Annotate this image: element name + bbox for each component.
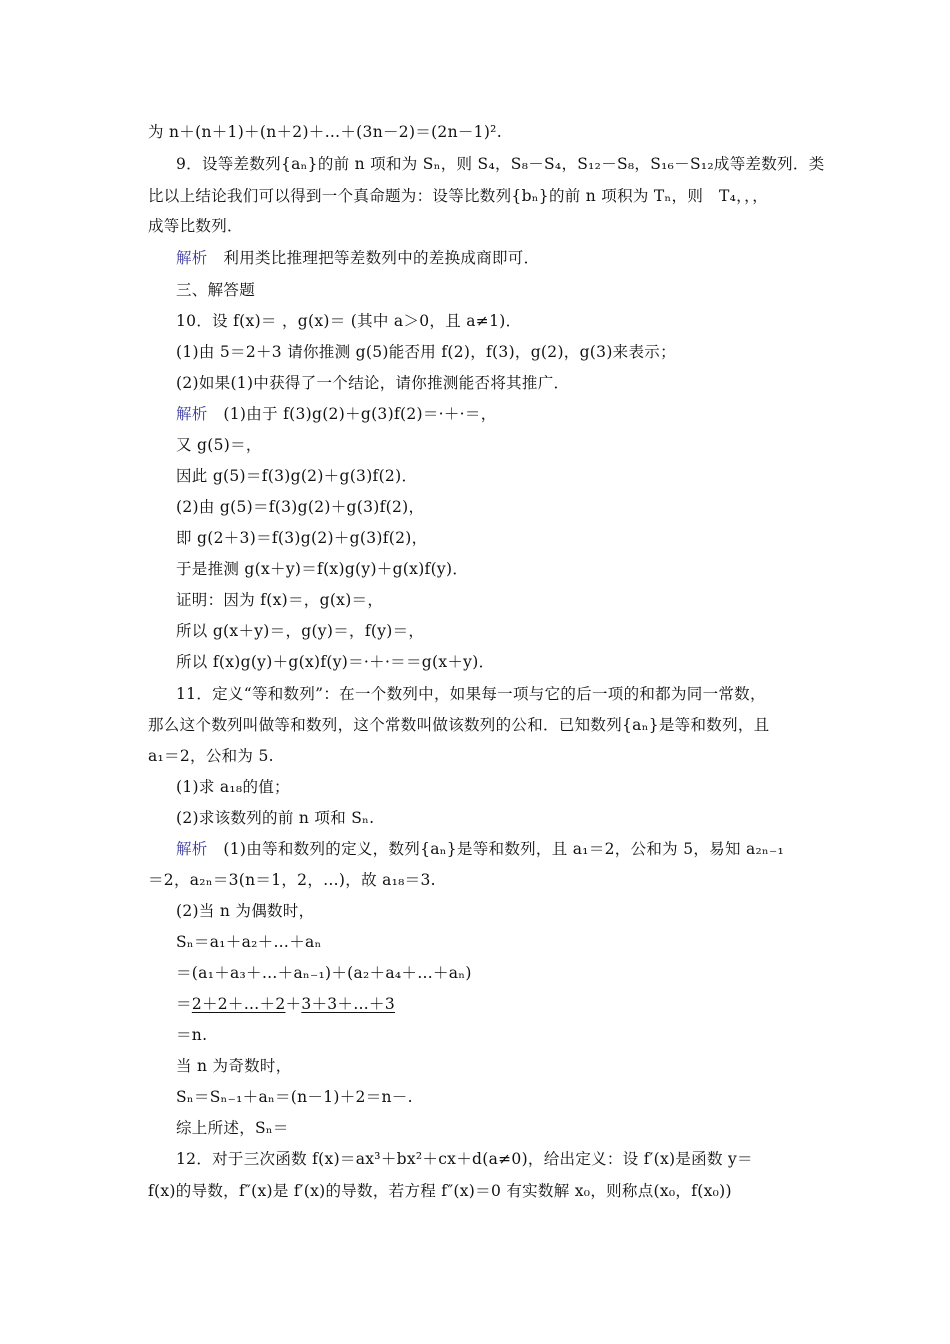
section-heading: 三、解答题 — [176, 281, 256, 299]
text-line: (2)由 g(5)＝f(3)g(2)＋g(3)f(2)， — [176, 498, 425, 516]
text-line: 于是推测 g(x＋y)＝f(x)g(y)＋g(x)f(y)． — [176, 560, 469, 578]
text-line: 11．定义“等和数列”：在一个数列中，如果每一项与它的后一项的和都为同一常数， — [176, 685, 766, 703]
text-line: 成等比数列． — [148, 217, 243, 235]
text-line: 又 g(5)＝， — [176, 436, 262, 454]
text-line: 因此 g(5)＝f(3)g(2)＋g(3)f(2)． — [176, 467, 418, 485]
solution-label: 解析 — [176, 840, 208, 858]
text-line: 为 n＋(n＋1)＋(n＋2)＋…＋(3n－2)＝(2n－1)². — [148, 123, 502, 141]
text-line: 9．设等差数列{aₙ}的前 n 项和为 Sₙ，则 S₄，S₈－S₄，S₁₂－S₈，S₁₆－S₁₂成等差数列．类 — [176, 155, 825, 173]
text-line: 比以上结论我们可以得到一个真命题为：设等比数列{bₙ}的前 n 项积为 Tₙ，则 T₄，，， — [148, 187, 769, 205]
solution-label: 解析 — [176, 249, 208, 267]
solution-text: 利用类比推理把等差数列中的差换成商即可． — [207, 249, 540, 267]
text-line: a₁＝2，公和为 5. — [148, 747, 274, 765]
solution-line — [176, 839, 784, 859]
text-line: 综上所述，Sₙ＝ — [176, 1119, 289, 1137]
text-line: 12．对于三次函数 f(x)＝ax³＋bx²＋cx＋d(a≠0)，给出定义：设 f′(x)是函数 y＝ — [176, 1150, 753, 1168]
text-line: 即 g(2＋3)＝f(3)g(2)＋g(3)f(2)， — [176, 529, 428, 547]
text-line: (2)如果(1)中获得了一个结论，请你推测能否将其推广． — [176, 374, 570, 392]
text-line: Sₙ＝Sₙ₋₁＋aₙ＝(n－1)＋2＝n－. — [176, 1088, 413, 1106]
solution-text: (1)由等和数列的定义，数列{aₙ}是等和数列，且 a₁＝2，公和为 5，易知 a₂ₙ₋₁ — [207, 840, 785, 858]
text-line: (1)求 a₁₈的值； — [176, 778, 290, 796]
underlined-sum-line — [176, 994, 395, 1014]
text-line: 所以 f(x)g(y)＋g(x)f(y)＝·＋·＝＝g(x＋y)． — [176, 653, 495, 671]
text-line: 当 n 为奇数时， — [176, 1057, 292, 1075]
solution-line — [176, 404, 497, 424]
solution-label: 解析 — [176, 405, 208, 423]
text-line: 10．设 f(x)＝ ，g(x)＝ (其中 a＞0，且 a≠1)． — [176, 312, 522, 330]
text-line: 所以 g(x＋y)＝，g(y)＝，f(y)＝， — [176, 622, 425, 640]
text-line: 那么这个数列叫做等和数列，这个常数叫做该数列的公和．已知数列{aₙ}是等和数列，且 — [148, 716, 770, 734]
text-line: (2)当 n 为偶数时， — [176, 902, 315, 920]
text-line: (1)由 5＝2＋3 请你推测 g(5)能否用 f(2)，f(3)，g(2)，g(3)来表示； — [176, 343, 676, 361]
text-line: 证明：因为 f(x)＝，g(x)＝， — [176, 591, 384, 609]
text-line: ＝2，a₂ₙ＝3(n＝1，2，…)，故 a₁₈＝3. — [148, 871, 436, 889]
plus-sign: ＋ — [285, 995, 302, 1013]
text-line: ＝(a₁＋a₃＋…＋aₙ₋₁)＋(a₂＋a₄＋…＋aₙ) — [176, 964, 472, 982]
underlined-sum-2s: 2＋2＋…＋2 — [191, 995, 286, 1013]
text-line: ＝n. — [176, 1026, 208, 1044]
underlined-sum-3s: 3＋3＋…＋3 — [301, 995, 395, 1013]
text-line: f(x)的导数，f″(x)是 f′(x)的导数，若方程 f″(x)＝0 有实数解 x₀，则称点(x₀，f(x₀)) — [148, 1182, 732, 1200]
text-line: Sₙ＝a₁＋a₂＋…＋aₙ — [176, 933, 322, 951]
solution-text: (1)由于 f(3)g(2)＋g(3)f(2)＝·＋·＝， — [207, 405, 497, 423]
text-line: (2)求该数列的前 n 项和 Sₙ. — [176, 809, 375, 827]
solution-line — [176, 248, 539, 268]
equals-sign: ＝ — [176, 995, 192, 1013]
